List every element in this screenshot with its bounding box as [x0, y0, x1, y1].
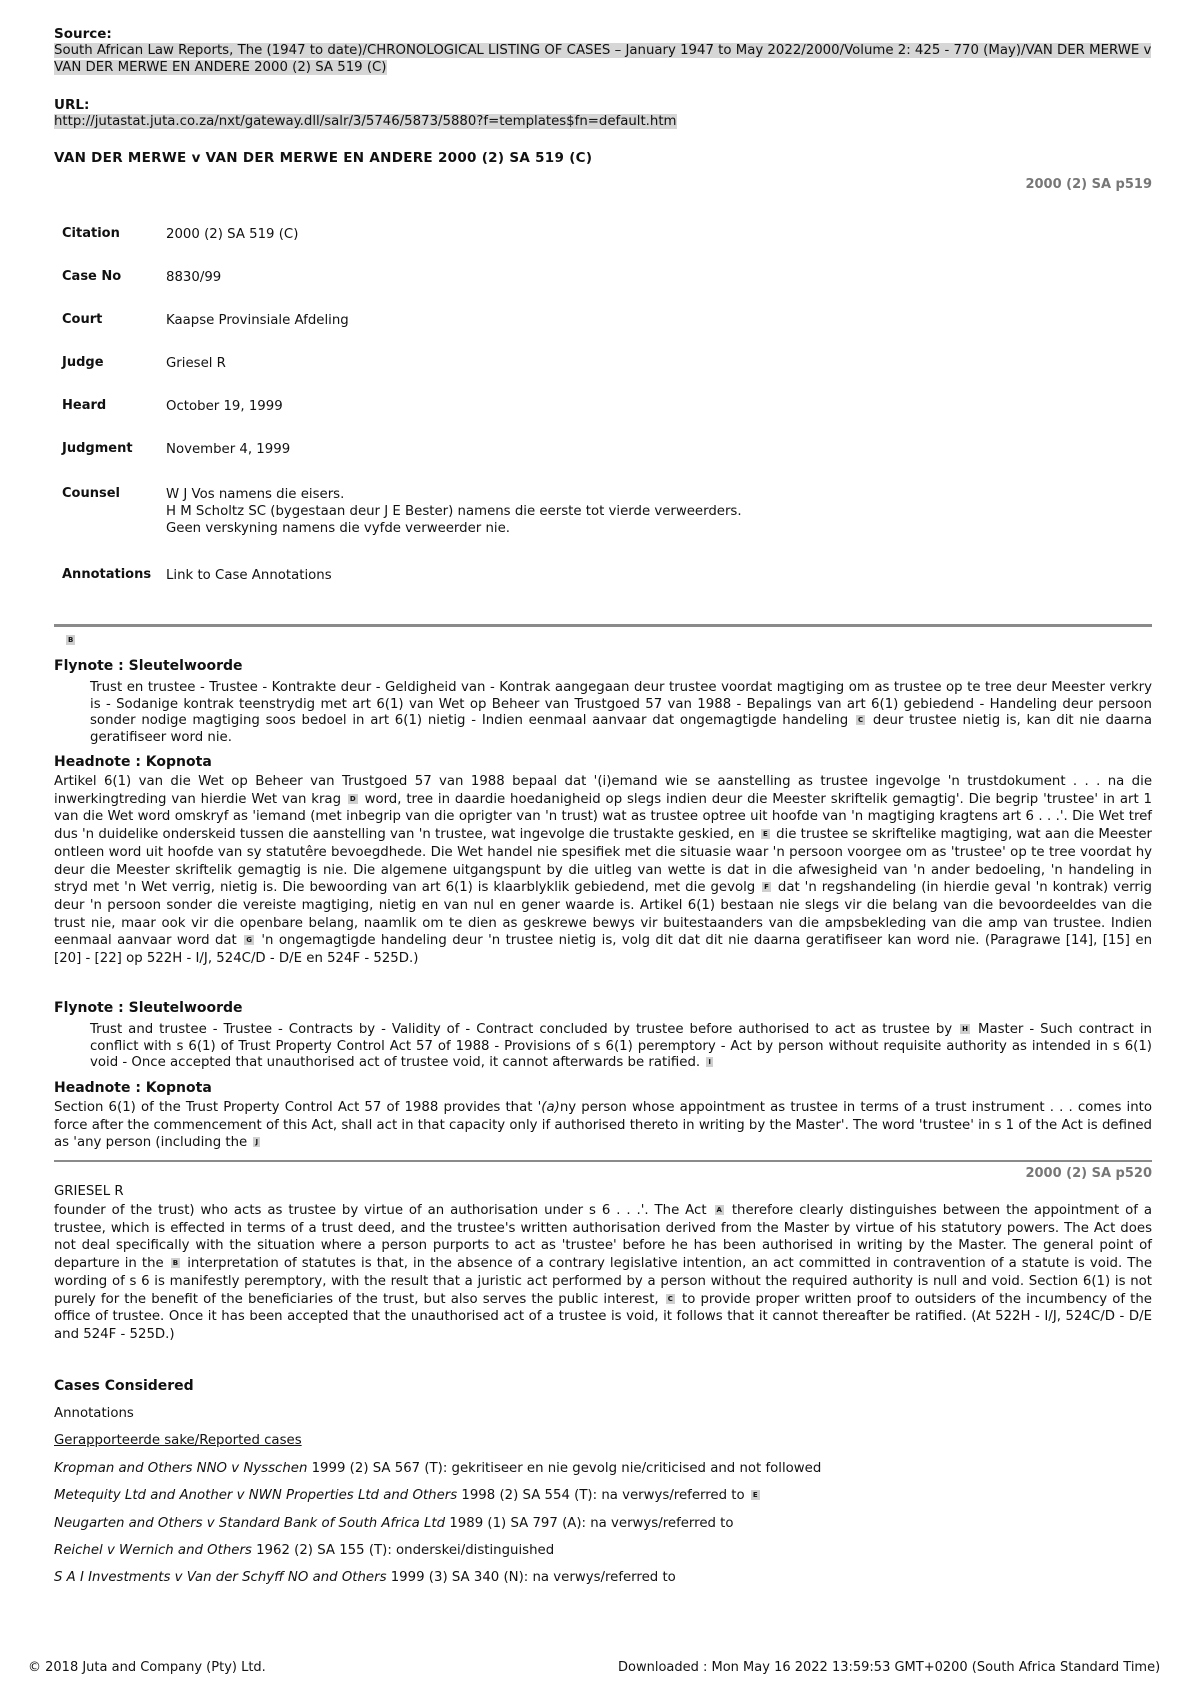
- counsel-line: W J Vos namens die eisers.: [166, 487, 345, 502]
- meta-value: Kaapse Provinsiale Afdeling: [166, 313, 349, 328]
- source-text: South African Law Reports, The (1947 to date)/CHRONOLOGICAL LISTING OF CASES – January 1947 to May 2022/2000/Volume 2: 425 - 770 (May)/VAN DER MERWE v VAN DER MERWE EN ANDERE 2000 (2) SA 519 (C): [54, 43, 1152, 75]
- margin-marker: E: [752, 1491, 758, 1499]
- counsel-line: Geen verskyning namens die vyfde verweerder nie.: [166, 521, 511, 536]
- judge-running-head: GRIESEL R: [54, 1184, 124, 1199]
- url-label: URL:: [54, 97, 90, 113]
- meta-label: Heard: [62, 398, 107, 413]
- margin-marker: C: [857, 716, 864, 724]
- margin-marker: F: [764, 883, 769, 892]
- margin-marker: D: [349, 794, 356, 803]
- meta-label: Judgment: [62, 441, 133, 456]
- meta-label: Judge: [62, 355, 104, 370]
- meta-label: Court: [62, 312, 103, 327]
- margin-marker: A: [716, 1206, 722, 1214]
- meta-value: October 19, 1999: [166, 399, 283, 414]
- meta-label: Annotations: [62, 567, 152, 582]
- source-block: [54, 26, 1154, 76]
- source-label: Source:: [54, 26, 112, 42]
- counsel-line: H M Scholtz SC (bygestaan deur J E Bester) namens die eerste tot vierde verweerders.: [166, 504, 742, 519]
- cases-annotations: Annotations: [54, 1406, 134, 1421]
- margin-marker: I: [708, 1058, 711, 1066]
- meta-label: Case No: [62, 269, 122, 284]
- url-block: [54, 97, 1154, 130]
- page-reference: 2000 (2) SA p520: [1025, 1166, 1152, 1181]
- flynote-heading: Flynote : Sleutelwoorde: [54, 658, 243, 674]
- flynote-text-en: Trust and trustee - Trustee - Contracts by - Validity of - Contract concluded by trustee before authorised to act as trustee by H Master - Such contract in conflict with s 6(1) of Trust Property Control Act 57 of 1988 - Provisions of s 6(1) peremptory - Act by person without requisite authority as intended in s 6(1) void - Once accepted that unauthorised act of trustee void, it cannot afterwards be ratified. I: [90, 1022, 1152, 1070]
- section-divider: [54, 624, 1152, 627]
- meta-value: 2000 (2) SA 519 (C): [166, 227, 299, 242]
- headnote-heading-en: Headnote : Kopnota: [54, 1080, 212, 1096]
- headnote-text: Artikel 6(1) van die Wet op Beheer van Trustgoed 57 van 1988 bepaal dat '(i)emand wie se aanstelling as trustee ingevolge 'n trustdokument . . . na die inwerkingtreding van hierdie Wet van krag D word, tree in daardie hoedanigheid op slegs indien deur die Meester skriftelik gemagtig'. Die begrip 'trustee' in art 1 van die Wet word omskryf as 'iemand (met inbegrip van die oprigter van 'n trust) wat as trustee optree uit hoofde van 'n magtiging kragtens art 6 . . .'. Die Wet tref dus 'n duidelike onderskeid tussen die aanstelling van 'n trustee, wat ingevolge die trustakte geskied, en E die trustee se skriftelike magtiging, wat aan die Meester ontleen word uit hoofde van sy statutêre bevoegdhede. Die Wet handel nie spesifiek met die situasie waar 'n persoon voorgee om as 'trustee' op te tree voordat hy deur die Meester skriftelik gemagtig is nie. Die algemene uitgangspunt by die uitleg van wette is dat in die afwesigheid van 'n ander bedoeling, 'n handeling in stryd met 'n Wet verrig, nietig is. Die bewoording van art 6(1) is klaarblyklik gebiedend, met die gevolg F dat 'n regshandeling (in hierdie geval 'n kontrak) verrig deur 'n persoon sonder die vereiste magtiging, nietig en van nul en gener waarde is. Artikel 6(1) bestaan nie slegs vir die belang van die bevoordeeldes van die trust nie, maar ook vir die openbare belang, naamlik om te dien as geskrewe bewys vir buitestaanders van die ampsbekleding van die amp van trustee. Indien eenmaal aanvaar word dat G 'n ongemagtigde handeling deur 'n trustee nietig is, volg dit dat dit nie daarna geratifiseer kan word nie. (Paragrawe [14], [15] en [20] - [22] op 522H - I/J, 524C/D - D/E en 524F - 525D.): [54, 774, 1153, 967]
- annotations-link[interactable]: Link to Case Annotations: [166, 568, 332, 583]
- case-title: VAN DER MERWE v VAN DER MERWE EN ANDERE 2000 (2) SA 519 (C): [54, 150, 593, 166]
- page-divider: [54, 1160, 1152, 1162]
- footer-copyright: © 2018 Juta and Company (Pty) Ltd.: [28, 1660, 266, 1675]
- headnote-heading: Headnote : Kopnota: [54, 754, 212, 770]
- margin-marker: E: [763, 830, 768, 839]
- meta-value: 8830/99: [166, 270, 222, 285]
- footer-downloaded: Downloaded : Mon May 16 2022 13:59:53 GMT+0200 (South Africa Standard Time): [618, 1660, 1161, 1675]
- case-item: S A I Investments v Van der Schyff NO and Others 1999 (3) SA 340 (N): na verwys/referred to: [54, 1570, 676, 1585]
- meta-value: Griesel R: [166, 356, 226, 371]
- url-link[interactable]: http://jutastat.juta.co.za/nxt/gateway.dll/salr/3/5746/5873/5880?f=templates$fn=default.htm: [54, 114, 677, 129]
- margin-marker-b: B: [68, 636, 74, 644]
- case-item: Reichel v Wernich and Others 1962 (2) SA 155 (T): onderskei/distinguished: [54, 1543, 555, 1558]
- margin-marker: J: [255, 1138, 259, 1147]
- counsel-lines: [166, 486, 1066, 537]
- case-item: Metequity Ltd and Another v NWN Properties Ltd and Others 1998 (2) SA 554 (T): na verwys/referred to E: [54, 1488, 758, 1503]
- headnote-text-en: Section 6(1) of the Trust Property Control Act 57 of 1988 provides that '(a)ny person whose appointment as trustee in terms of a trust instrument . . . comes into force after the commencement of this Act, shall act in that capacity only if authorised thereto in writing by the Master'. The word 'trustee' in s 1 of the Act is defined as 'any person (including the J: [54, 1100, 1152, 1151]
- case-item: Kropman and Others NNO v Nysschen 1999 (2) SA 567 (T): gekritiseer en nie gevolg nie/criticised and not followed: [54, 1461, 822, 1476]
- margin-marker: C: [667, 1294, 673, 1303]
- meta-value: November 4, 1999: [166, 442, 291, 457]
- flynote-heading-en: Flynote : Sleutelwoorde: [54, 1000, 243, 1016]
- page2-text: founder of the trust) who acts as trustee by virtue of an authorisation under s 6 . . .'. The Act A therefore clearly distinguishes between the appointment of a trustee, which is effected in terms of a trust deed, and the trustee's written authorisation derived from the Master by virtue of his statutory powers. The Act does not deal specifically with the situation where a person purports to act as 'trustee' before he has been authorised in writing by the Master. The general point of departure in the B interpretation of statutes is that, in the absence of a contrary legislative intention, an act committed in contravention of a statute is void. The wording of s 6 is manifestly peremptory, with the result that a juristic act performed by a person without the required authority is null and void. Section 6(1) is not purely for the benefit of the beneficiaries of the trust, but also serves the public interest, C to provide proper written proof to outsiders of the incumbency of the office of trustee. Once it has been accepted that the unauthorised act of a trustee is void, it follows that it cannot thereafter be ratified. (At 522H - I/J, 524C/D - D/E and 524F - 525D.): [54, 1203, 1153, 1342]
- page-reference: 2000 (2) SA p519: [1025, 177, 1152, 192]
- flynote-text: Trust en trustee - Trustee - Kontrakte deur - Geldigheid van - Kontrak aangegaan deur trustee voordat magtiging om as trustee op te tree deur Meester verkry is - Sodanige kontrak teenstrydig met art 6(1) van Wet op Beheer van Trustgoed 57 van 1988 - Bepalings van art 6(1) gebiedend - Handeling deur persoon sonder nodige magtiging soos bedoel in art 6(1) nietig - Indien eenmaal aanvaar dat ongemagtigde handeling C deur trustee nietig is, kan dit nie daarna geratifiseer word nie.: [90, 680, 1153, 745]
- margin-marker: G: [246, 936, 252, 945]
- margin-marker: H: [962, 1025, 968, 1033]
- reported-cases-link[interactable]: Gerapporteerde sake/Reported cases: [54, 1433, 302, 1448]
- meta-label: Citation: [62, 226, 120, 241]
- cases-heading: Cases Considered: [54, 1378, 194, 1394]
- meta-label: Counsel: [62, 486, 120, 501]
- margin-marker: B: [172, 1259, 179, 1268]
- case-item: Neugarten and Others v Standard Bank of South Africa Ltd 1989 (1) SA 797 (A): na verwys/referred to: [54, 1516, 734, 1531]
